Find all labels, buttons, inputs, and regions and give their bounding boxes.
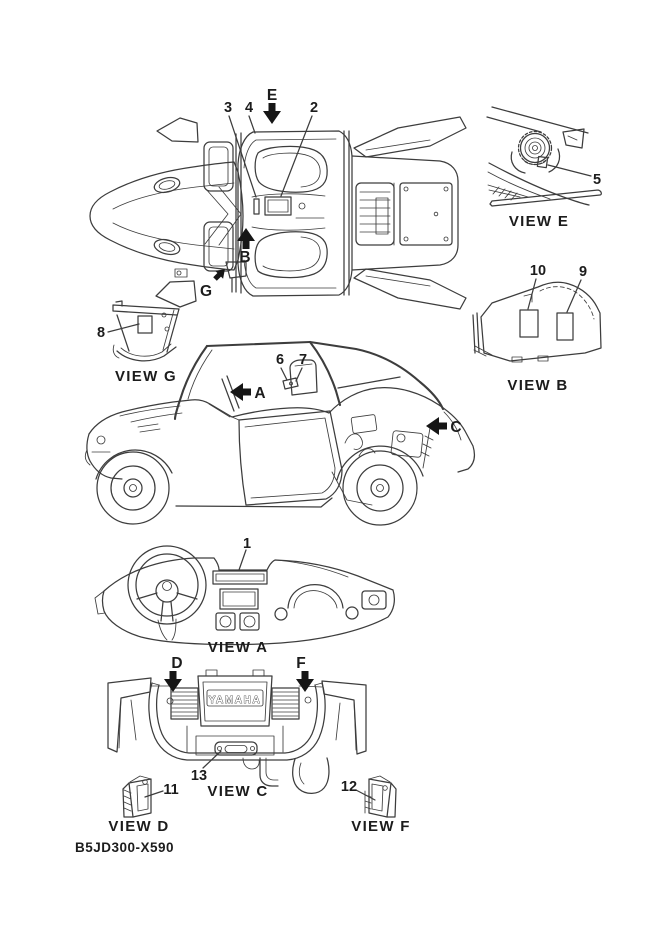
view-a-label: VIEW A xyxy=(207,639,269,656)
leader-2 xyxy=(281,116,312,196)
cargo-bed-plate xyxy=(400,183,452,245)
callout-13-label: 13 xyxy=(190,768,208,784)
callout-5-label: 5 xyxy=(592,172,602,188)
view-g-detail xyxy=(97,301,179,385)
arrow-b-icon xyxy=(237,228,255,249)
direction-marker-f: F xyxy=(296,655,306,672)
leader-6 xyxy=(281,368,287,380)
direction-marker-a: A xyxy=(254,385,266,402)
callout-2-label: 2 xyxy=(309,100,319,116)
leader-4 xyxy=(249,116,255,133)
view-a-dashboard xyxy=(95,536,394,656)
direction-marker-g: G xyxy=(199,283,213,300)
muffler xyxy=(293,758,329,793)
callout-4-label: 4 xyxy=(244,100,254,116)
callout-1-label: 1 xyxy=(242,536,252,552)
view-f-detail xyxy=(341,776,411,835)
label-part-1 xyxy=(213,571,267,584)
headlight-left xyxy=(153,175,182,195)
steering-wheel xyxy=(128,546,206,624)
callout-11-label: 11 xyxy=(163,782,179,798)
label-part-8 xyxy=(138,316,152,333)
callout-6-label: 6 xyxy=(275,352,285,368)
view-g-label: VIEW G xyxy=(115,368,177,385)
leader-9 xyxy=(567,280,581,312)
leader-1 xyxy=(239,550,246,570)
view-c-label: VIEW C xyxy=(207,783,269,800)
callout-3-label: 3 xyxy=(223,100,233,116)
view-e-detail xyxy=(487,107,601,230)
callout-8-label: 8 xyxy=(96,325,106,341)
rear-wheel xyxy=(343,451,417,525)
direction-marker-c: C xyxy=(450,419,462,436)
leader-5 xyxy=(548,165,591,176)
direction-marker-b: B xyxy=(239,249,251,266)
leader-7 xyxy=(296,368,302,381)
view-e-label: VIEW E xyxy=(508,213,570,230)
leader-10 xyxy=(528,279,536,309)
tailgate-logo-text: YAMAHA xyxy=(208,695,262,706)
front-wheel xyxy=(97,452,169,524)
callout-7-label: 7 xyxy=(298,352,308,368)
callout-12-label: 12 xyxy=(340,779,358,795)
leader-8 xyxy=(108,324,139,332)
callout-9-label: 9 xyxy=(578,264,588,280)
view-d-label: VIEW D xyxy=(108,818,170,835)
label-part-9 xyxy=(557,313,573,340)
arrow-e-icon xyxy=(263,103,281,124)
view-d-detail xyxy=(108,776,178,835)
view-b-label: VIEW B xyxy=(507,377,569,394)
vehicle-top-view xyxy=(90,87,466,309)
view-f-label: VIEW F xyxy=(351,818,411,835)
arrow-d-icon xyxy=(164,671,182,692)
view-b-detail xyxy=(473,263,601,394)
headlight-right xyxy=(153,237,182,257)
label-part-3 xyxy=(254,199,259,214)
arrow-a-icon xyxy=(230,383,251,401)
callout-10-label: 10 xyxy=(529,263,547,279)
direction-marker-e: E xyxy=(266,87,278,104)
direction-marker-d: D xyxy=(171,655,183,672)
label-part-10 xyxy=(520,310,538,337)
part-number-text: B5JD300-X590 xyxy=(75,840,175,855)
